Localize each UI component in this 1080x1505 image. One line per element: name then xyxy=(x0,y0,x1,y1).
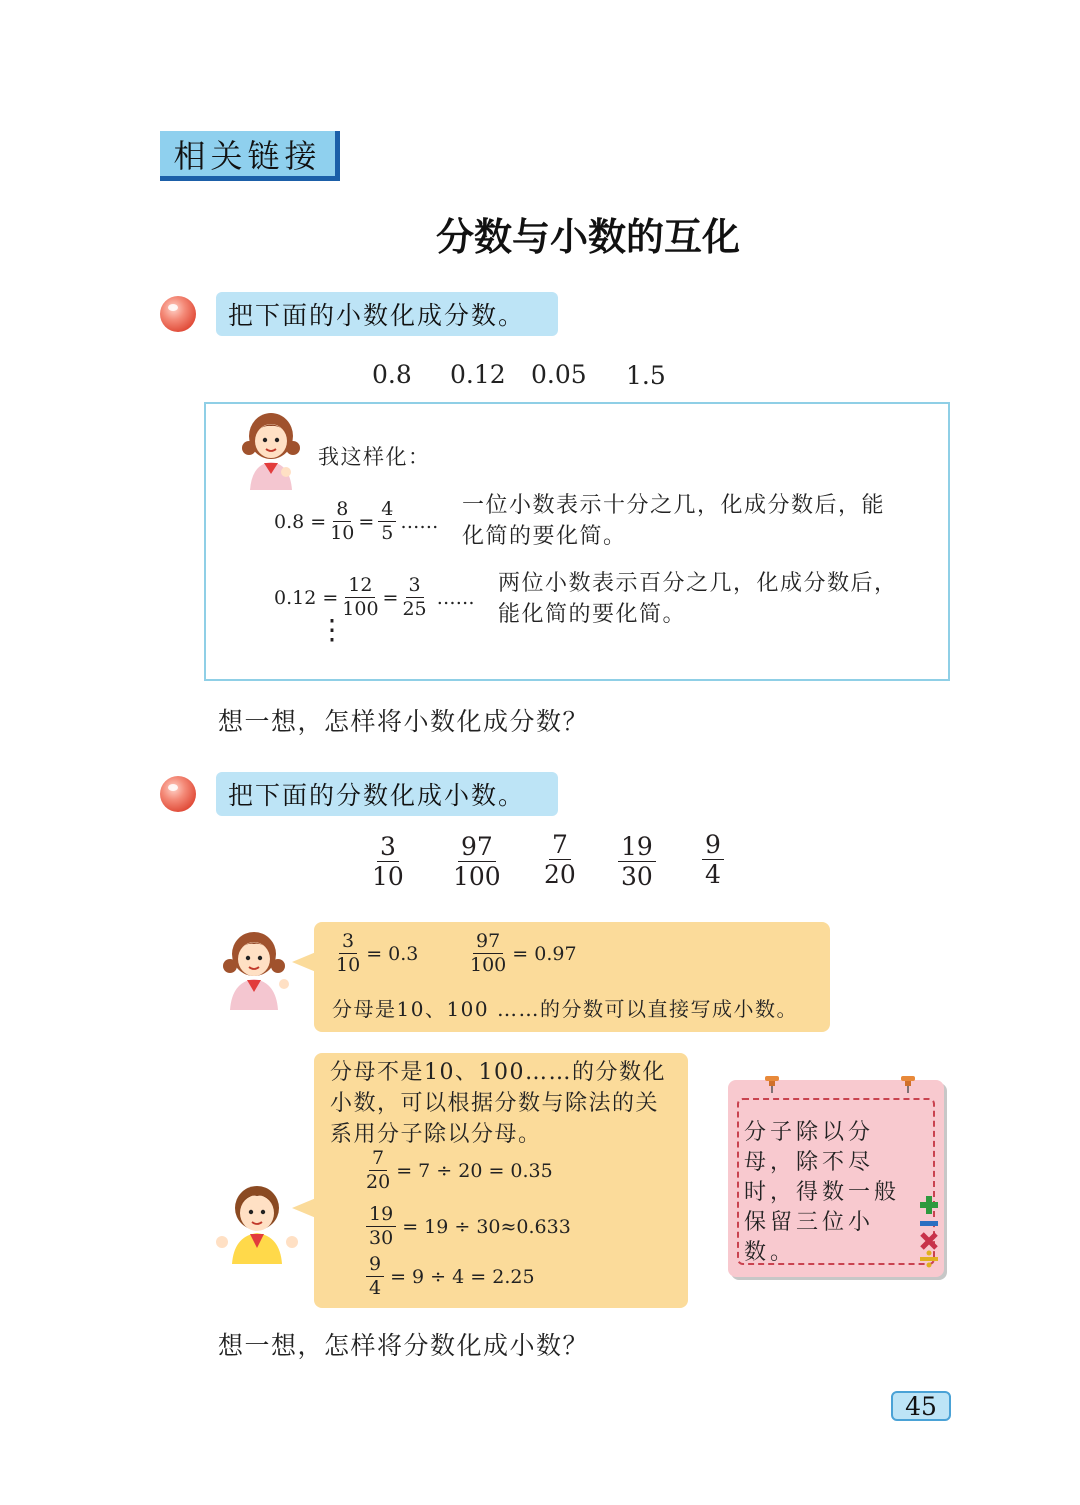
numerator: 4 xyxy=(378,500,396,522)
fraction xyxy=(378,500,396,543)
equation-result: = 7 ÷ 20 = 0.35 xyxy=(396,1159,553,1182)
fraction xyxy=(330,500,354,543)
denominator: 4 xyxy=(369,1277,382,1299)
equation-row xyxy=(470,932,577,975)
equation-row xyxy=(366,1205,571,1248)
fraction xyxy=(402,576,426,619)
numerator: 3 xyxy=(406,576,424,598)
think-prompt: 想一想，怎样将分数化成小数？ xyxy=(218,1331,590,1360)
ellipsis: …… xyxy=(400,510,439,533)
fraction-item xyxy=(544,832,576,887)
pin-icon xyxy=(762,1074,782,1094)
equation-result: = 0.3 xyxy=(366,942,419,965)
denominator: 5 xyxy=(381,522,394,544)
rule-note: 两位小数表示百分之几，化成分数后，能化简的要化简。 xyxy=(498,571,898,627)
rule-note: 分母是10、100 ……的分数可以直接写成小数。 xyxy=(332,997,798,1021)
bullet-ball-icon xyxy=(160,296,196,332)
decimal-item: 0.05 xyxy=(531,360,587,389)
equation-row xyxy=(366,1255,535,1298)
denominator: 10 xyxy=(330,522,355,544)
denominator: 10 xyxy=(336,954,361,976)
denominator: 100 xyxy=(453,862,501,891)
numerator: 3 xyxy=(377,834,399,862)
denominator: 30 xyxy=(621,862,653,891)
numerator: 9 xyxy=(366,1255,384,1277)
fraction-item xyxy=(453,834,501,889)
equation-row xyxy=(336,932,418,975)
decimal-item: 0.12 xyxy=(450,360,506,389)
think-prompt: 想一想，怎样将小数化成分数？ xyxy=(218,707,590,736)
equation-row: 0.12 = $\frac{12}{100}$ = $\frac{3}{25}$ …… xyxy=(274,574,475,620)
numerator: 12 xyxy=(345,576,375,598)
denominator: 4 xyxy=(705,860,721,889)
section-tag: 相关链接 xyxy=(160,131,340,181)
equation-row xyxy=(366,1149,553,1192)
numerator: 9 xyxy=(702,832,724,860)
boy-avatar xyxy=(214,1180,300,1264)
equation-row: 0.8 = $\frac{8}{10}$ = $\frac{4}{5}$ …… xyxy=(274,498,439,544)
rule-note: 分母不是10、100……的分数化小数，可以根据分数与除法的关系用分子除以分母。 xyxy=(330,1060,666,1147)
speech-bubble xyxy=(314,1053,688,1308)
page-number: 45 xyxy=(891,1391,951,1421)
numerator: 19 xyxy=(366,1205,396,1227)
vertical-dots: ⋮ xyxy=(318,613,346,646)
tip-card xyxy=(728,1080,944,1277)
page-title: 分数与小数的互化 xyxy=(436,215,741,259)
denominator: 20 xyxy=(366,1171,391,1193)
numerator: 97 xyxy=(458,834,496,862)
rule-note: 一位小数表示十分之几，化成分数后，能化简的要化简。 xyxy=(462,493,886,549)
fraction xyxy=(336,932,360,975)
pin-icon xyxy=(898,1074,918,1094)
denominator: 30 xyxy=(369,1227,394,1249)
denominator: 10 xyxy=(372,862,404,891)
numerator: 7 xyxy=(369,1149,387,1171)
ellipsis: …… xyxy=(436,586,475,609)
denominator: 100 xyxy=(342,598,379,620)
denominator: 100 xyxy=(470,954,507,976)
numerator: 8 xyxy=(333,500,351,522)
fraction-item xyxy=(372,834,404,889)
fraction xyxy=(366,1205,396,1248)
equation-result: = 0.97 xyxy=(512,942,577,965)
task2-label: 把下面的分数化成小数。 xyxy=(216,772,558,816)
girl-avatar xyxy=(216,926,292,1010)
decimal-item: 0.8 xyxy=(372,360,412,389)
eq-lhs: 0.12 = xyxy=(274,586,339,609)
fraction xyxy=(366,1149,390,1192)
fraction-item xyxy=(618,834,656,889)
math-symbols-icon xyxy=(918,1194,940,1268)
fraction xyxy=(342,576,378,619)
numerator: 97 xyxy=(473,932,503,954)
speech-bubble xyxy=(314,922,830,1032)
task1-label: 把下面的小数化成分数。 xyxy=(216,292,558,336)
fraction xyxy=(470,932,506,975)
denominator: 25 xyxy=(402,598,427,620)
bubble-tail xyxy=(292,1198,316,1218)
decimal-item: 1.5 xyxy=(626,361,666,390)
speaker-text: 我这样化： xyxy=(318,445,431,469)
eq-lhs: 0.8 = xyxy=(274,510,327,533)
method-box xyxy=(204,402,950,681)
tip-text: 分子除以分母，除不尽时，得数一般保留三位小数。 xyxy=(744,1120,901,1265)
girl-avatar xyxy=(240,408,302,490)
numerator: 3 xyxy=(339,932,357,954)
bullet-ball-icon xyxy=(160,776,196,812)
fraction-item xyxy=(702,832,724,887)
numerator: 19 xyxy=(618,834,656,862)
fraction xyxy=(366,1255,384,1298)
denominator: 20 xyxy=(544,860,576,889)
bubble-tail xyxy=(292,952,316,972)
equation-result: = 19 ÷ 30≈0.633 xyxy=(402,1215,571,1238)
numerator: 7 xyxy=(549,832,571,860)
equation-result: = 9 ÷ 4 = 2.25 xyxy=(390,1265,535,1288)
